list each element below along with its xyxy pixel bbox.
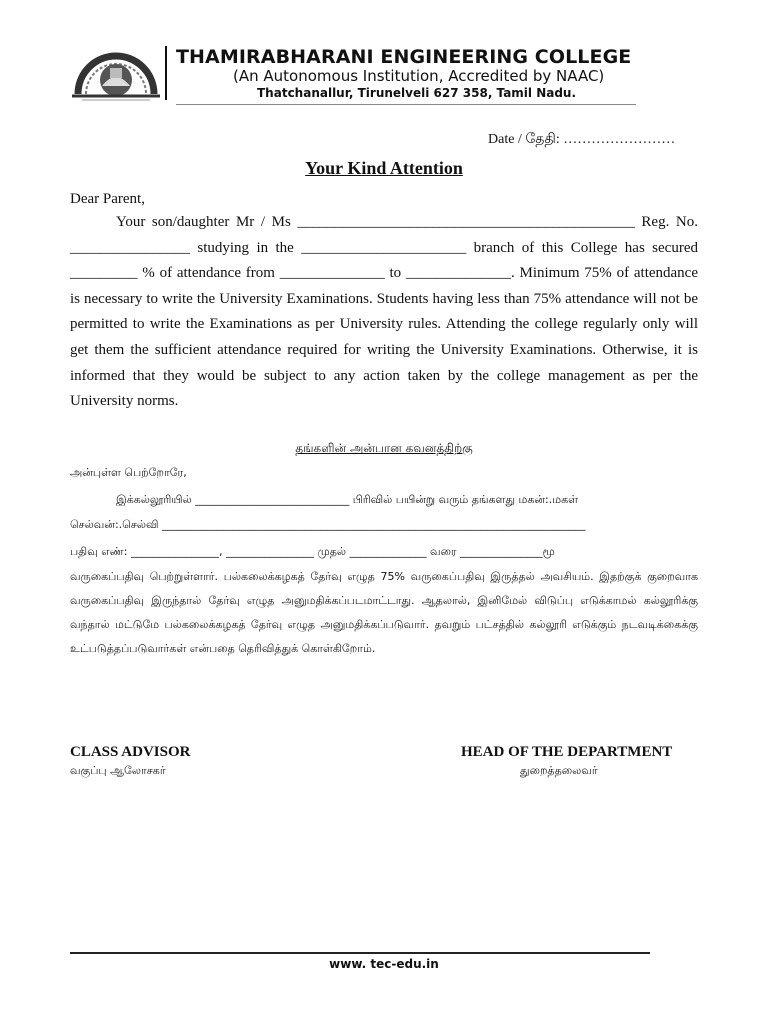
hod-tamil-label: துறைத்தலைவர் [520,764,598,777]
tamil-line-2: செல்வன்:.செல்வி _____________________________________________________________________________ [70,518,586,531]
tamil-body [70,487,698,661]
tamil-line-3: பதிவு எண்: ________________, ________________ முதல் ______________ வரை _______________மூ [70,545,555,558]
letter-title: Your Kind Attention [305,158,463,178]
english-paragraph: Your son/daughter Mr / Ms _____________________________________________ Reg. No. ________________ studying in the ______________________ branch of this College has secured _________ % of attendance from ______________ to ______________. Minimum 75% of attendance is necessary to write the University Examinations. Students having less than 75% attendance will not be permitted to write the Examinations as per University rules. Attending the college regularly only will get them the sufficient attendance required for writing the University Examinations. Otherwise, it is informed that they would be subject to any action taken by the college management as per the University norms. [70,214,698,410]
english-body [70,210,698,415]
tamil-salutation: அன்புள்ள பெற்றோரே, [70,466,187,479]
english-salutation: Dear Parent, [70,191,145,207]
date-line: Date / தேதி: …………………… [488,132,676,147]
class-advisor-tamil-label: வகுப்பு ஆலோசகர் [70,764,166,777]
hod-label: HEAD OF THE DEPARTMENT [461,744,673,760]
college-address: Thatchanallur, Tirunelveli 627 358, Tamil Nadu. [257,86,577,100]
college-emblem-icon [72,44,160,102]
college-subtitle: (An Autonomous Institution, Accredited by NAAC) [233,67,605,85]
website-link[interactable]: www. tec-edu.in [329,957,439,971]
college-name: THAMIRABHARANI ENGINEERING COLLEGE [176,46,632,68]
tamil-paragraph: வருகைப்பதிவு பெற்றுள்ளார். பல்கலைக்கழகத் தேர்வு எழுத 75% வருகைப்பதிவு இருத்தல் அவசியம். இதற்குக் குறைவாக வருகைப்பதிவு இருந்தால் தேர்வு எழுத அனுமதிக்கப்படமாட்டாது. ஆதலால், இனிமேல் விடுப்பு எடுக்காமல் கல்லூரிக்கு வந்தால் மட்டுமே பல்கலைக்கழகத் தேர்வு எழுத அனுமதிக்கப்படுவார். தவறும் பட்சத்தில் கல்லூரி எடுக்கும் நடவடிக்கைக்கு உட்படுத்தப்படுவார்கள் என்பதை தெரிவித்துக் கொள்கிறோம். [70,570,698,655]
letterhead-divider [165,46,167,100]
tamil-title: தங்களின் அன்பான கவனத்திற்கு [295,441,473,455]
class-advisor-label: CLASS ADVISOR [70,744,191,760]
footer-rule [70,952,650,954]
tamil-line-1: இக்கல்லூரியில் ____________________________ பிரிவில் பயின்று வரும் தங்களது மகன்:.மகள் [116,493,579,506]
header-rule [176,104,636,105]
